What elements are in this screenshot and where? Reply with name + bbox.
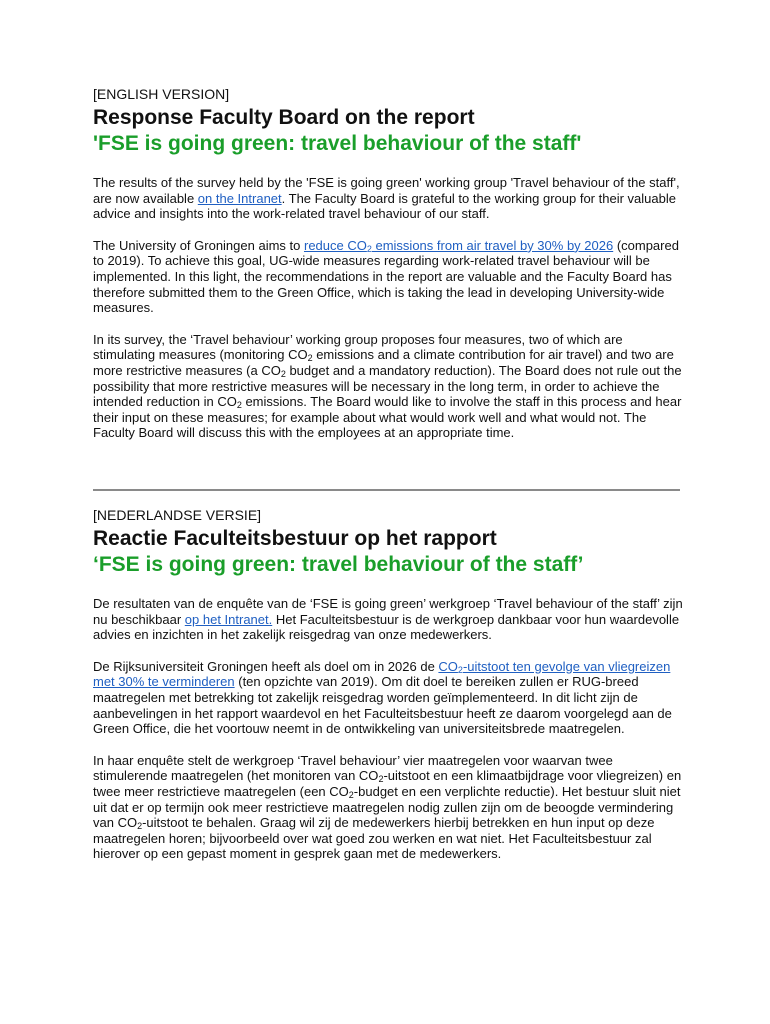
dutch-version-label: [NEDERLANDSE VERSIE] — [93, 507, 262, 523]
english-section — [93, 86, 683, 441]
english-title: Response Faculty Board on the report — [93, 106, 475, 129]
dutch-p1-text-b: Het Faculteitsbestuur is de werkgroep dankbaar voor hun waardevolle advies en inzichten in het zakelijk reisgedrag van onze medewerkers. — [93, 611, 680, 643]
co2-link-subscript: 2 — [366, 243, 372, 254]
co2-link-text-b: -uitstoot ten gevolge van vliegreizen met 30% te verminderen — [93, 658, 671, 690]
english-p1-text-b: . The Faculty Board is grateful to the working group for their valuable advice and insights into the work-related travel behaviour of our staff. — [93, 190, 676, 222]
co2-link-text-a: CO — [438, 658, 458, 674]
dutch-p3-text-b: -uitstoot en een klimaatbijdrage voor vliegreizen) en twee meer restrictieve maatregelen (een CO — [93, 768, 682, 799]
english-subtitle: 'FSE is going green: travel behaviour of the staff' — [93, 132, 582, 155]
dutch-section — [93, 507, 683, 862]
dutch-paragraph-1 — [93, 596, 683, 643]
co2-link-subscript: 2 — [457, 664, 463, 675]
dutch-p3-text-c: -budget en een verplichte reductie). Het bestuur sluit niet uit dat er op termijn ook meer restrictieve maatregelen nodig zullen zijn om de beoogde vermindering van CO — [93, 783, 681, 831]
english-p2-text-a: The University of Groningen aims to — [93, 237, 304, 253]
co2-subscript: 2 — [378, 774, 384, 785]
dutch-p3-text-d: -uitstoot te behalen. Graag wil zij de medewerkers hierbij betrekken en hun input op deze maatregelen horen; bijvoorbeeld over wat goed zou werken en wat niet. Het Faculteitsbestuur zal hierover op een gepast moment in gesprek gaan met de medewerkers. — [93, 815, 655, 862]
english-version-label: [ENGLISH VERSION] — [93, 86, 230, 102]
english-p3-text-b: emissions and a climate contribution for air travel) and two are more restrictive measures (a CO — [93, 347, 674, 378]
co2-subscript: 2 — [307, 353, 313, 364]
section-divider — [93, 489, 680, 491]
intranet-link-en[interactable]: on the Intranet — [197, 190, 282, 206]
english-paragraph-1 — [93, 175, 683, 222]
english-paragraph-2 — [93, 238, 683, 316]
co2-link-text-a: reduce CO — [303, 237, 367, 253]
dutch-title: Reactie Faculteitsbestuur op het rapport — [93, 527, 497, 550]
co2-subscript: 2 — [348, 789, 354, 800]
english-p3-text-a: In its survey, the ‘Travel behaviour’ working group proposes four measures, two of which are stimulating measures (monitoring CO — [93, 331, 623, 363]
dutch-subtitle: ‘FSE is going green: travel behaviour of the staff’ — [93, 553, 584, 576]
dutch-p3-text-a: In haar enquête stelt de werkgroep ‘Travel behaviour’ vier maatregelen voor waarvan twee stimulerende maatregelen (het monitoren van CO — [93, 752, 613, 784]
co2-link-text-b: emissions from air travel by 30% by 2026 — [371, 237, 614, 253]
co2-subscript: 2 — [137, 821, 143, 832]
co2-subscript: 2 — [280, 368, 286, 379]
intranet-link-nl[interactable]: op het Intranet. — [184, 611, 273, 627]
dutch-p2-text-a: De Rijksuniversiteit Groningen heeft als doel om in 2026 de — [93, 658, 439, 674]
english-paragraph-3 — [93, 332, 683, 441]
dutch-p1-text-a: De resultaten van de enquête van de ‘FSE is going green’ werkgroep ‘Travel behaviour of the staff’ zijn nu beschikbaar — [93, 596, 683, 627]
english-p1-text-a: The results of the survey held by the 'FSE is going green' working group 'Travel behaviour of the staff', are now available — [93, 175, 680, 206]
co2-reduction-link-en[interactable] — [304, 238, 613, 253]
co2-subscript: 2 — [236, 400, 242, 411]
dutch-p2-text-b: (ten opzichte van 2019). Om dit doel te bereiken zullen er RUG-breed maatregelen met betrekking tot zakelijk reisgedrag worden geïmplementeerd. In dit licht zijn de aanbevelingen in het rapport waardevol en het Faculteitsbestuur heeft ze daarom voorgelegd aan de Green Office, die het voortouw neemt in de ontwikkeling van universiteitsbrede maatregelen. — [93, 674, 672, 737]
english-p2-text-b: (compared to 2019). To achieve this goal, UG-wide measures regarding work-related travel behaviour will be implemented. In this light, the recommendations in the report are valuable and the Faculty Board has therefore submitted them to the Green Office, which is taking the lead in developing University-wide measures. — [93, 237, 679, 316]
english-p3-text-c: budget and a mandatory reduction). The Board does not rule out the possibility that more restrictive measures will be necessary in the long term, in order to achieve the intended reduction in CO — [93, 362, 682, 410]
english-p3-text-d: emissions. The Board would like to involve the staff in this process and hear their input on these measures; for example about what would work well and what would not. The Faculty Board will discuss this with the employees at an appropriate time. — [93, 394, 682, 441]
dutch-paragraph-2 — [93, 659, 683, 737]
dutch-paragraph-3 — [93, 753, 683, 862]
